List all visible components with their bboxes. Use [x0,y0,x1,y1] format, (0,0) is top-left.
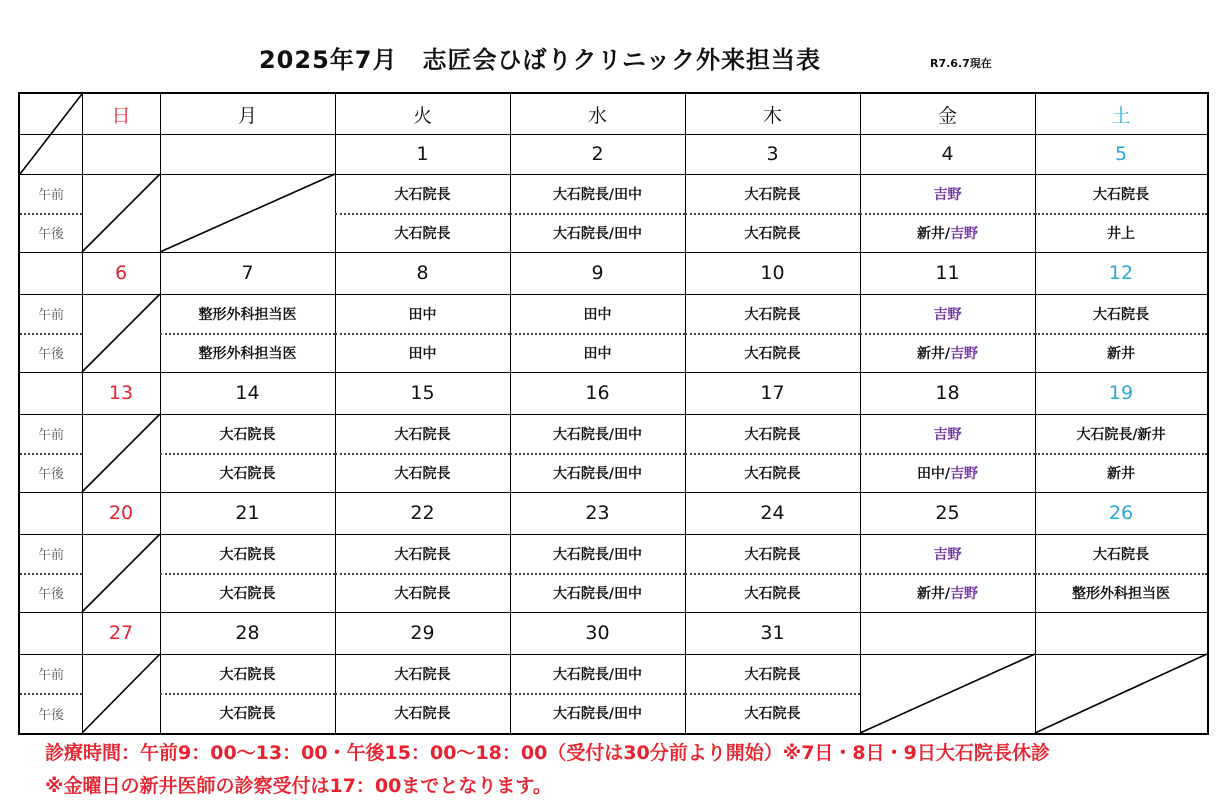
no-clinic-diagonal [82,414,160,492]
am-doctor: 田中 [583,306,612,323]
pm-doctor: 大石院長 [394,585,451,602]
day-number: 18 [935,382,960,404]
am-doctor [860,534,1035,573]
am-doctor: 大石院長 [744,186,801,203]
am-doctor: 大石院長 [744,426,801,443]
day-number: 27 [108,622,134,644]
pm-doctor [860,213,1035,252]
day-number [860,612,1035,654]
am-doctor: 大石院長/田中 [552,426,643,443]
pm-doctor: 大石院長 [394,225,451,242]
am-label: 午前 [37,188,64,203]
am-doctor: 整形外科担当医 [198,306,297,323]
no-clinic-diagonal [82,654,160,733]
pm-doctor: 大石院長 [744,345,801,362]
am-doctor: 大石院長 [219,546,276,563]
am-doctor: 大石院長 [744,666,801,683]
am-doctor: 田中 [408,306,437,323]
pm-doctor: 井上 [1107,225,1135,242]
day-number: 15 [410,382,435,404]
pm-doctor: 大石院長 [394,706,451,722]
day-number: 8 [416,262,429,284]
day-number: 24 [760,502,785,524]
am-doctor: 大石院長 [744,546,801,563]
doctor-name-part: 吉野 [950,465,979,482]
am-label: 午前 [37,548,64,563]
am-doctor: 大石院長 [744,306,801,323]
doctor-name-part: 吉野 [950,585,979,602]
weekday-header: 日 [111,104,131,127]
am-doctor: 大石院長 [1093,186,1149,203]
pm-doctor [860,333,1035,372]
weekday-header: 土 [1111,104,1131,127]
footer-hours: 診療時間：午前9：00～13：00・午後15：00～18：00（受付は30分前より開始）※7日・8日・9日大石院長休診 [45,742,1050,764]
pm-doctor: 大石院長/田中 [552,465,643,482]
day-number: 4 [941,143,954,165]
pm-doctor: 大石院長/田中 [552,225,643,242]
am-doctor [860,174,1035,213]
no-clinic-diagonal [1035,654,1207,733]
doctor-name-part: 田中/ [916,465,951,482]
as-of-date: R7.6.7現在 [930,57,992,70]
day-number: 12 [1108,262,1134,284]
weekday-header: 金 [937,104,957,127]
am-doctor: 大石院長 [1093,546,1149,563]
day-number: 6 [114,262,128,284]
pm-doctor: 大石院長 [219,465,276,482]
pm-doctor: 田中 [408,345,437,362]
no-clinic-diagonal [160,174,335,252]
day-number: 17 [760,382,785,404]
doctor-name-part: 新井/ [916,345,951,362]
no-clinic-diagonal [82,174,160,252]
day-number: 2 [591,143,604,165]
pm-doctor: 整形外科担当医 [198,345,297,362]
pm-label: 午後 [37,587,64,602]
am-doctor: 大石院長 [394,546,451,563]
day-number: 14 [235,382,260,404]
doctor-name-part: 新井/ [916,225,951,242]
am-doctor: 大石院長 [1093,306,1149,323]
day-number: 10 [760,262,785,284]
day-number: 20 [108,502,134,524]
schedule-table [18,92,1209,735]
page-title: 2025年7月 志匠会ひばりクリニック外来担当表 [258,46,822,74]
am-doctor: 大石院長 [394,666,451,683]
day-number: 5 [1114,143,1128,165]
day-number [82,134,160,174]
pm-doctor: 田中 [583,345,612,362]
weekday-header: 火 [412,104,432,127]
day-number: 16 [585,382,610,404]
day-number: 25 [935,502,960,524]
doctor-name-part: 吉野 [933,186,962,203]
am-label: 午前 [37,668,64,683]
day-number: 23 [585,502,610,524]
day-number: 29 [410,622,435,644]
am-doctor: 大石院長/新井 [1076,426,1166,443]
no-clinic-diagonal [82,534,160,612]
day-number: 19 [1108,382,1134,404]
day-number: 3 [766,143,779,165]
pm-label: 午後 [37,707,64,723]
day-number: 22 [410,502,435,524]
pm-doctor: 大石院長 [744,585,801,602]
am-label: 午前 [37,308,64,323]
am-doctor: 大石院長/田中 [552,186,643,203]
pm-doctor: 大石院長/田中 [552,585,643,602]
day-number [160,134,335,174]
doctor-name-part: 吉野 [933,426,962,443]
day-number: 13 [108,382,134,404]
doctor-name-part: 新井/ [916,585,951,602]
am-doctor: 大石院長/田中 [552,666,643,683]
day-number: 30 [585,622,610,644]
pm-doctor: 大石院長 [394,465,451,482]
day-number: 28 [235,622,260,644]
pm-doctor: 大石院長 [744,706,801,722]
doctor-name-part: 吉野 [933,306,962,323]
footer-note: ※金曜日の新井医師の診察受付は17：00までとなります。 [45,775,552,797]
doctor-name-part: 吉野 [933,546,962,563]
pm-doctor [860,453,1035,492]
pm-doctor: 新井 [1107,345,1135,362]
pm-doctor: 整形外科担当医 [1072,585,1170,602]
pm-label: 午後 [37,227,64,242]
weekday-header: 木 [762,104,782,127]
am-doctor: 大石院長/田中 [552,546,643,563]
am-doctor [860,294,1035,333]
day-number: 21 [235,502,260,524]
am-doctor [860,414,1035,453]
pm-doctor: 大石院長/田中 [552,706,643,722]
am-doctor: 大石院長 [394,426,451,443]
pm-doctor: 新井 [1107,465,1135,482]
am-doctor: 大石院長 [219,426,276,443]
weekday-header: 水 [587,104,607,127]
pm-doctor [860,573,1035,612]
am-doctor: 大石院長 [394,186,451,203]
no-clinic-diagonal [860,654,1035,733]
day-number: 7 [241,262,254,284]
day-number: 31 [760,622,785,644]
pm-doctor: 大石院長 [744,465,801,482]
day-number: 1 [416,143,429,165]
day-number: 9 [591,262,604,284]
pm-label: 午後 [37,347,64,362]
doctor-name-part: 吉野 [950,225,979,242]
weekday-header: 月 [237,104,257,127]
no-clinic-diagonal [82,294,160,372]
am-label: 午前 [37,428,64,443]
doctor-name-part: 吉野 [950,345,979,362]
pm-doctor: 大石院長 [219,706,276,722]
pm-doctor: 大石院長 [744,225,801,242]
day-number: 26 [1108,502,1134,524]
day-number [1035,612,1207,654]
day-number: 11 [935,262,960,284]
am-doctor: 大石院長 [219,666,276,683]
pm-label: 午後 [37,467,64,482]
pm-doctor: 大石院長 [219,585,276,602]
